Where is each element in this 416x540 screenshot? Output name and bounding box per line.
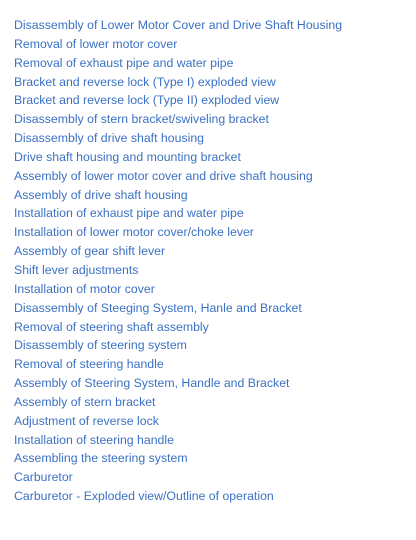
list-item xyxy=(14,242,409,261)
toc-link-disassembly-drive-shaft-housing[interactable]: Disassembly of drive shaft housing xyxy=(14,131,205,146)
list-item xyxy=(14,35,409,54)
toc-link-removal-exhaust-water-pipe[interactable]: Removal of exhaust pipe and water pipe xyxy=(14,55,234,70)
list-item xyxy=(14,186,409,205)
toc-link-lower-motor-cover-drive-shaft-disassembly[interactable]: Disassembly of Lower Motor Cover and Drive Shaft Housing xyxy=(14,18,343,32)
toc-link-bracket-reverse-lock-type-1[interactable]: Bracket and reverse lock (Type I) exploded view xyxy=(14,74,276,89)
toc-link-carburetor[interactable]: Carburetor xyxy=(14,470,73,485)
toc-link-shift-lever-adjustments[interactable]: Shift lever adjustments xyxy=(14,262,139,277)
toc-link-removal-steering-handle[interactable]: Removal of steering handle xyxy=(14,357,164,372)
list-item xyxy=(14,167,409,186)
toc-link-disassembly-steering-handle-bracket[interactable]: Disassembly of Steeging System, Hanle and Bracket xyxy=(14,300,302,315)
list-item xyxy=(14,412,409,431)
toc-link-assembly-lower-motor-cover-drive-shaft[interactable]: Assembly of lower motor cover and drive shaft housing xyxy=(14,168,313,183)
toc-link-assembling-steering-system[interactable]: Assembling the steering system xyxy=(14,451,188,466)
list-item xyxy=(14,336,409,355)
toc-link-installation-motor-cover[interactable]: Installation of motor cover xyxy=(14,281,155,296)
list-item xyxy=(14,393,409,412)
toc-link-disassembly-steering-system[interactable]: Disassembly of steering system xyxy=(14,338,187,353)
toc-link-assembly-gear-shift-lever[interactable]: Assembly of gear shift lever xyxy=(14,244,166,259)
toc-link-installation-lower-motor-cover-choke[interactable]: Installation of lower motor cover/choke lever xyxy=(14,225,254,240)
list-item xyxy=(14,54,409,73)
table-of-contents xyxy=(14,16,409,506)
list-item xyxy=(14,468,409,487)
toc-link-removal-steering-shaft-assembly[interactable]: Removal of steering shaft assembly xyxy=(14,319,209,334)
list-item xyxy=(14,91,409,110)
list-item xyxy=(14,318,409,337)
list-item xyxy=(14,223,409,242)
toc-link-disassembly-stern-swiveling-bracket[interactable]: Disassembly of stern bracket/swiveling bracket xyxy=(14,112,269,127)
toc-link-bracket-reverse-lock-type-2[interactable]: Bracket and reverse lock (Type II) exploded view xyxy=(14,93,280,108)
toc-link-adjustment-reverse-lock[interactable]: Adjustment of reverse lock xyxy=(14,413,159,428)
list-item xyxy=(14,355,409,374)
toc-link-drive-shaft-housing-mounting-bracket[interactable]: Drive shaft housing and mounting bracket xyxy=(14,149,241,164)
list-item xyxy=(14,449,409,468)
list-item xyxy=(14,374,409,393)
list-item xyxy=(14,431,409,450)
list-item xyxy=(14,261,409,280)
toc-link-assembly-stern-bracket[interactable]: Assembly of stern bracket xyxy=(14,394,156,409)
list-item xyxy=(14,110,409,129)
toc-link-carburetor-exploded-view[interactable]: Carburetor - Exploded view/Outline of operation xyxy=(14,489,274,504)
list-item xyxy=(14,16,409,35)
list-item xyxy=(14,129,409,148)
list-item xyxy=(14,299,409,318)
toc-link-assembly-drive-shaft-housing[interactable]: Assembly of drive shaft housing xyxy=(14,187,188,202)
toc-link-removal-lower-motor-cover[interactable]: Removal of lower motor cover xyxy=(14,36,178,51)
list-item xyxy=(14,487,409,506)
toc-link-assembly-steering-handle-bracket[interactable]: Assembly of Steering System, Handle and Bracket xyxy=(14,376,290,391)
list-item xyxy=(14,148,409,167)
list-item xyxy=(14,73,409,92)
toc-link-installation-steering-handle[interactable]: Installation of steering handle xyxy=(14,432,174,447)
toc-link-installation-exhaust-water-pipe[interactable]: Installation of exhaust pipe and water pipe xyxy=(14,206,244,221)
list-item xyxy=(14,204,409,223)
list-item xyxy=(14,280,409,299)
